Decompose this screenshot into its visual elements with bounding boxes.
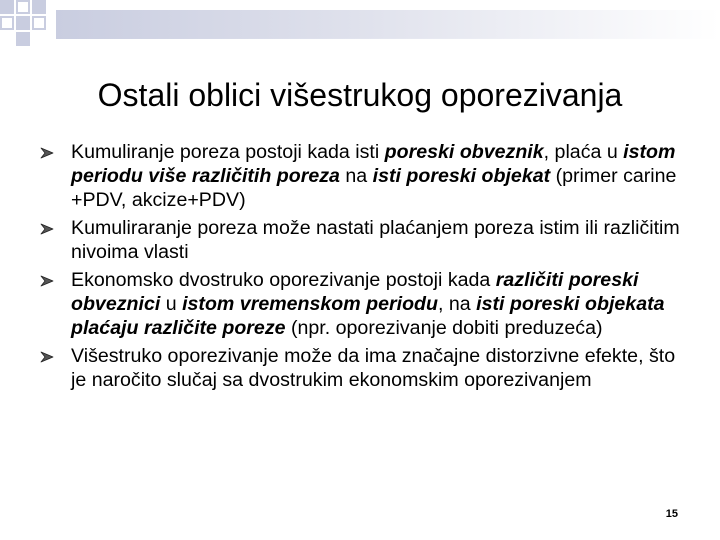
emphasis-text: isti poreski objekat [372, 165, 551, 187]
bullet-item [40, 140, 690, 212]
header-band [56, 10, 720, 38]
decor-square [16, 32, 30, 46]
bullet-text: Kumuliranje poreza postoji kada isti [71, 141, 385, 163]
bullet-text: Kumuliraranje poreza može nastati plaćanjem poreza istim ili različitim nivoima vlasti [71, 217, 680, 263]
bullet-item [40, 344, 690, 392]
bullet-text: u [160, 293, 183, 315]
emphasis-text: isti poreski objekata plaćaju različite poreze [71, 293, 665, 339]
page-number: 15 [665, 508, 678, 520]
bullet-text: (primer carine +PDV, akcize+PDV) [71, 165, 677, 211]
decor-square [16, 0, 30, 14]
bullet-list [40, 140, 690, 396]
bullet-text: , plaća u [543, 141, 624, 163]
bullet-text: (npr. oporezivanje dobiti preduzeća) [285, 317, 603, 339]
arrowhead-bullet-icon [40, 147, 54, 159]
decor-square [32, 16, 46, 30]
bullet-text: na [339, 165, 373, 187]
arrowhead-bullet-icon [40, 275, 54, 287]
bullet-item [40, 216, 690, 264]
arrowhead-bullet-icon [40, 223, 54, 235]
bullet-text: Ekonomsko dvostruko oporezivanje postoji kada [71, 269, 496, 291]
emphasis-text: istom periodu više različitih poreza [71, 141, 676, 187]
emphasis-text: istom vremenskom periodu [182, 293, 438, 315]
bullet-text: , na [437, 293, 477, 315]
decor-square [0, 0, 14, 14]
emphasis-text: poreski obveznik [384, 141, 544, 163]
slide-title: Ostali oblici višestrukog oporezivanja [97, 77, 623, 114]
emphasis-text: različiti poreski obveznici [71, 269, 639, 315]
decor-square [0, 16, 14, 30]
header-rule [56, 38, 720, 39]
decor-square [32, 0, 46, 14]
arrowhead-bullet-icon [40, 351, 54, 363]
decor-square [16, 16, 30, 30]
bullet-text: Višestruko oporezivanje može da ima značajne distorzivne efekte, što je naročito slučaj sa dvostrukim ekonomskim oporezivanjem [71, 345, 676, 391]
bullet-item [40, 268, 690, 340]
